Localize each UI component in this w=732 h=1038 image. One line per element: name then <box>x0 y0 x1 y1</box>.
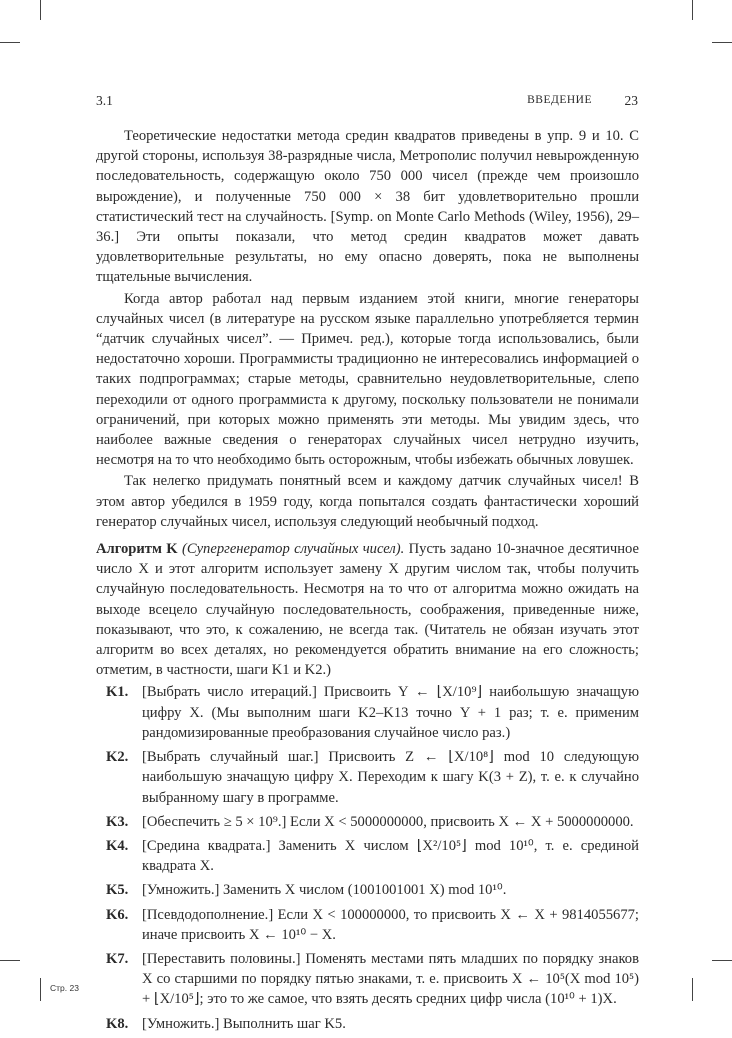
algorithm-step <box>96 905 639 945</box>
running-header <box>96 93 638 113</box>
algorithm-step <box>96 949 639 1010</box>
chapter-title: ВВЕДЕНИЕ <box>527 94 592 106</box>
crop-mark-top-left-h <box>0 42 20 43</box>
algorithm-intro <box>96 539 639 680</box>
step-text: [Средина квадрата.] Заменить X числом ⌊X²/10⁵⌋ mod 10¹⁰, т. е. срединой квадрата X. <box>142 837 639 875</box>
algorithm-step <box>96 682 639 743</box>
step-text: [Псевдодополнение.] Если X < 100000000, то присвоить X ← X + 9814055677; иначе присвоить X ← 10¹⁰ − X. <box>142 906 639 943</box>
step-label: K1. <box>106 684 129 701</box>
algorithm-step <box>96 812 639 832</box>
paragraph: Теоретические недостатки метода средин квадратов приведены в упр. 9 и 10. С другой стороны, используя 38-разрядные числа, Метрополис получил невырожденную последовательность, содержащую около 750 000 чисел (прежде чем произошло вырождение), и полученные 750 000 × 38 бит удовлетворительно прошли статистический тест на случайность. [Symp. on Monte Carlo Methods (Wiley, 1956), 29–36.] Эти опыты показали, что метод средин квадратов может давать удовлетворительные результаты, но ему опасно доверять, пока не выполнены тщательные вычисления. <box>96 128 639 286</box>
step-label: K2. <box>106 749 129 766</box>
crop-mark-bottom-right-v <box>692 978 693 1001</box>
step-label: K8. <box>106 1015 129 1032</box>
step-text: [Выбрать число итераций.] Присвоить Y ← ⌊X/10⁹⌋ наибольшую значащую цифру X. (Мы выполним шаги K2–K13 точно Y + 1 раз; т. е. применим рандомизированные преобразования случайное число раз.) <box>142 684 639 741</box>
step-label: K6. <box>106 906 129 923</box>
step-label: K7. <box>106 950 129 967</box>
step-text: [Умножить.] Заменить X числом (1001001001 X) mod 10¹⁰. <box>142 882 507 899</box>
step-label: K5. <box>106 882 129 899</box>
step-text: [Умножить.] Выполнить шаг K5. <box>142 1015 346 1032</box>
paragraph: Когда автор работал над первым изданием этой книги, многие генераторы случайных чисел (в литературе на русском языке параллельно употребляется термин “датчик случайных чисел”. — Примеч. ред.), которые тогда использовались, были недостаточно хороши. Программисты традиционно не интересовались информацией о таких подпрограммах; старые методы, сравнительно неудовлетворительные, слепо переходили от одного программиста к другому, поскольку пользователи не понимали ограничений, при которых можно применять эти методы. Мы увидим здесь, что наиболее важные сведения о генераторах случайных чисел нетрудно изучить, несмотря на то что необходимо быть осторожным, чтобы избежать обычных ловушек. <box>96 290 639 469</box>
step-label: K3. <box>106 813 129 830</box>
page-body <box>96 126 639 1038</box>
page-footer-label: Стр. 23 <box>50 983 79 993</box>
crop-mark-bottom-right-h <box>712 960 732 961</box>
section-number: 3.1 <box>96 93 113 108</box>
algorithm-step <box>96 880 639 900</box>
algorithm-step <box>96 836 639 876</box>
crop-mark-top-right-v <box>692 0 693 20</box>
algorithm-subtitle: (Супергенератор случайных чисел). <box>181 541 405 558</box>
step-text: [Переставить половины.] Поменять местами пять младших по порядку знаков X со старшими по порядку пятью знаками, т. е. присвоить X ← 10⁵(X mod 10⁵) + ⌊X/10⁵⌋; это то же самое, что взять десять средних цифр числа (10¹⁰ + 1)X. <box>142 950 639 1008</box>
step-label: K4. <box>106 837 129 854</box>
step-text: [Обеспечить ≥ 5 × 10⁹.] Если X < 5000000000, присвоить X ← X + 5000000000. <box>142 813 634 830</box>
algorithm-step <box>96 1014 639 1034</box>
algorithm-name: Алгоритм K <box>96 541 178 558</box>
paragraph: Так нелегко придумать понятный всем и каждому датчик случайных чисел! В этом автор убедился в 1959 году, когда попытался создать фантастически хороший генератор случайных чисел, используя следующий необычный подход. <box>96 473 639 530</box>
crop-mark-top-right-h <box>712 42 732 43</box>
page-number: 23 <box>624 93 638 108</box>
algorithm-steps <box>96 682 639 1033</box>
step-text: [Выбрать случайный шаг.] Присвоить Z ← ⌊X/10⁸⌋ mod 10 следующую наибольшую значащую цифру X. Переходим к шагу K(3 + Z), т. е. к случайно выбранному шагу в программе. <box>142 749 639 806</box>
crop-mark-bottom-left-v <box>40 978 41 1001</box>
algorithm-step <box>96 747 639 808</box>
crop-mark-top-left-v <box>40 0 41 20</box>
crop-mark-bottom-left-h <box>0 960 20 961</box>
algorithm-description: Пусть задано 10-значное десятичное число X и этот алгоритм использует замену X другим числом так, чтобы получить случайную последовательность. Несмотря на то что от алгоритма можно ожидать на выходе всецело случайную последовательность, соображения, приведенные ниже, показывают, что это, к сожалению, не всегда так. (Читатель не обязан изучать этот алгоритм во всех деталях, но рекомендуется обратить внимание на его сложность; отметим, в частности, шаги K1 и K2.) <box>96 541 640 679</box>
